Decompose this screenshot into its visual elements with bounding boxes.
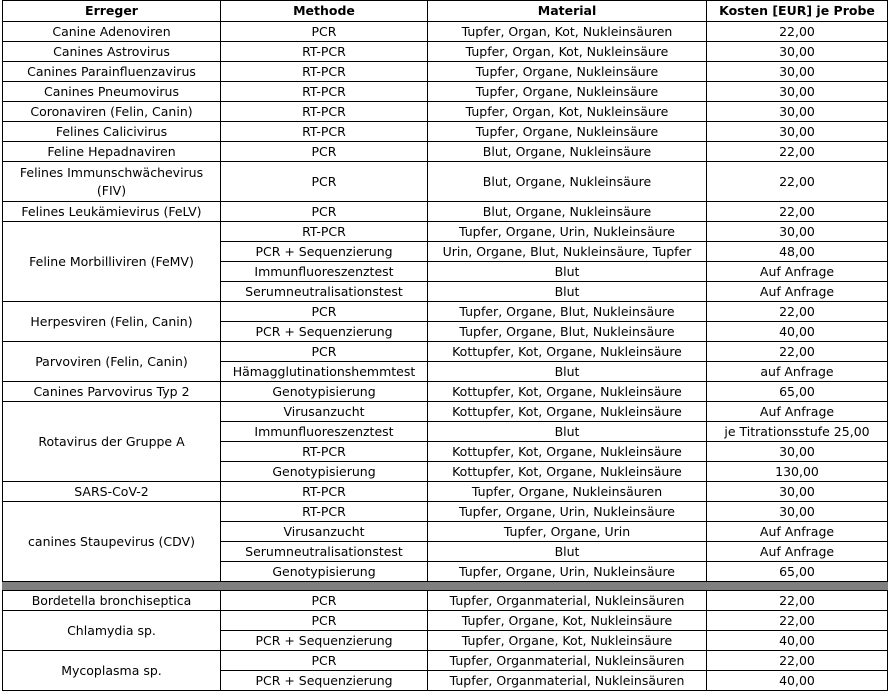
table-row <box>3 611 888 631</box>
cell-erreger: Felines Leukämievirus (FeLV) <box>3 202 221 222</box>
cell-material: Tupfer, Organe, Urin, Nukleinsäure <box>428 222 707 242</box>
cell-material: Tupfer, Organe, Nukleinsäure <box>428 82 707 102</box>
cell-erreger: canines Staupevirus (CDV) <box>3 502 221 582</box>
cell-erreger: Canines Parainfluenzavirus <box>3 62 221 82</box>
header-erreger: Erreger <box>3 1 221 22</box>
cell-kosten: 130,00 <box>707 462 888 482</box>
table-row <box>3 122 888 142</box>
cell-methode: RT-PCR <box>221 42 428 62</box>
cell-erreger: Mycoplasma sp. <box>3 651 221 691</box>
table-row <box>3 62 888 82</box>
cell-kosten: 22,00 <box>707 302 888 322</box>
cell-kosten: 22,00 <box>707 591 888 611</box>
cell-material: Kottupfer, Kot, Organe, Nukleinsäure <box>428 342 707 362</box>
cell-methode: Immunfluoreszenztest <box>221 422 428 442</box>
cell-erreger: Felines Calicivirus <box>3 122 221 142</box>
cell-erreger: Canine Adenoviren <box>3 22 221 42</box>
cell-methode: PCR <box>221 651 428 671</box>
table-row <box>3 302 888 322</box>
cell-erreger: Canines Pneumovirus <box>3 82 221 102</box>
cell-methode: RT-PCR <box>221 222 428 242</box>
cell-methode: PCR <box>221 22 428 42</box>
cell-material: Tupfer, Organ, Kot, Nukleinsäure <box>428 102 707 122</box>
pathogen-price-table <box>2 0 888 691</box>
cell-erreger: Bordetella bronchiseptica <box>3 591 221 611</box>
cell-methode: PCR <box>221 342 428 362</box>
cell-material: Tupfer, Organe, Urin, Nukleinsäure <box>428 562 707 582</box>
cell-material: Blut <box>428 282 707 302</box>
cell-kosten: 40,00 <box>707 631 888 651</box>
table-row <box>3 102 888 122</box>
cell-kosten: 40,00 <box>707 322 888 342</box>
cell-erreger: Rotavirus der Gruppe A <box>3 402 221 482</box>
cell-material: Tupfer, Organe, Kot, Nukleinsäure <box>428 611 707 631</box>
cell-kosten: je Titrationsstufe 25,00 <box>707 422 888 442</box>
cell-kosten: Auf Anfrage <box>707 522 888 542</box>
table-row <box>3 202 888 222</box>
cell-methode: Virusanzucht <box>221 522 428 542</box>
table-row <box>3 591 888 611</box>
table-row <box>3 342 888 362</box>
cell-material: Tupfer, Organmaterial, Nukleinsäuren <box>428 671 707 691</box>
table-row <box>3 162 888 202</box>
cell-erreger: Feline Morbilliviren (FeMV) <box>3 222 221 302</box>
cell-methode: RT-PCR <box>221 82 428 102</box>
cell-methode: Genotypisierung <box>221 462 428 482</box>
cell-methode: PCR <box>221 302 428 322</box>
table-row <box>3 402 888 422</box>
cell-kosten: 65,00 <box>707 382 888 402</box>
cell-material: Urin, Organe, Blut, Nukleinsäure, Tupfer <box>428 242 707 262</box>
cell-material: Tupfer, Organ, Kot, Nukleinsäuren <box>428 22 707 42</box>
cell-methode: PCR <box>221 142 428 162</box>
cell-methode: RT-PCR <box>221 62 428 82</box>
cell-methode: PCR + Sequenzierung <box>221 322 428 342</box>
cell-kosten: 65,00 <box>707 562 888 582</box>
table-row <box>3 222 888 242</box>
cell-material: Tupfer, Organe, Blut, Nukleinsäure <box>428 322 707 342</box>
cell-methode: Hämagglutinationshemmtest <box>221 362 428 382</box>
cell-material: Tupfer, Organe, Blut, Nukleinsäure <box>428 302 707 322</box>
cell-kosten: 22,00 <box>707 651 888 671</box>
cell-methode: Serumneutralisationstest <box>221 542 428 562</box>
cell-methode: RT-PCR <box>221 102 428 122</box>
cell-kosten: 30,00 <box>707 442 888 462</box>
cell-methode: RT-PCR <box>221 442 428 462</box>
cell-material: Kottupfer, Kot, Organe, Nukleinsäure <box>428 402 707 422</box>
header-methode: Methode <box>221 1 428 22</box>
cell-methode: PCR <box>221 162 428 202</box>
cell-kosten: auf Anfrage <box>707 362 888 382</box>
cell-kosten: 30,00 <box>707 502 888 522</box>
cell-kosten: 30,00 <box>707 82 888 102</box>
cell-kosten: Auf Anfrage <box>707 262 888 282</box>
cell-material: Tupfer, Organe, Nukleinsäuren <box>428 482 707 502</box>
cell-methode: PCR + Sequenzierung <box>221 671 428 691</box>
cell-material: Blut, Organe, Nukleinsäure <box>428 162 707 202</box>
cell-erreger: Felines Immunschwächevirus (FIV) <box>3 162 221 202</box>
cell-kosten: 22,00 <box>707 611 888 631</box>
cell-material: Tupfer, Organe, Nukleinsäure <box>428 122 707 142</box>
cell-methode: RT-PCR <box>221 122 428 142</box>
cell-material: Tupfer, Organmaterial, Nukleinsäuren <box>428 651 707 671</box>
cell-methode: PCR <box>221 611 428 631</box>
cell-material: Blut <box>428 542 707 562</box>
cell-kosten: Auf Anfrage <box>707 542 888 562</box>
header-row <box>3 1 888 22</box>
separator-bar <box>3 582 888 591</box>
header-kosten: Kosten [EUR] je Probe <box>707 1 888 22</box>
cell-kosten: 22,00 <box>707 22 888 42</box>
cell-methode: Genotypisierung <box>221 562 428 582</box>
cell-methode: Virusanzucht <box>221 402 428 422</box>
cell-kosten: 30,00 <box>707 62 888 82</box>
table-row <box>3 502 888 522</box>
cell-material: Tupfer, Organmaterial, Nukleinsäuren <box>428 591 707 611</box>
cell-erreger: Herpesviren (Felin, Canin) <box>3 302 221 342</box>
cell-kosten: 22,00 <box>707 342 888 362</box>
cell-erreger: Canines Parvovirus Typ 2 <box>3 382 221 402</box>
cell-kosten: 30,00 <box>707 42 888 62</box>
cell-kosten: 22,00 <box>707 142 888 162</box>
table-row <box>3 82 888 102</box>
table-row <box>3 382 888 402</box>
header-material: Material <box>428 1 707 22</box>
cell-methode: PCR + Sequenzierung <box>221 631 428 651</box>
cell-erreger: Parvoviren (Felin, Canin) <box>3 342 221 382</box>
table-row <box>3 142 888 162</box>
cell-material: Tupfer, Organe, Nukleinsäure <box>428 62 707 82</box>
cell-kosten: 30,00 <box>707 222 888 242</box>
cell-erreger: SARS-CoV-2 <box>3 482 221 502</box>
cell-kosten: 22,00 <box>707 202 888 222</box>
cell-material: Tupfer, Organe, Urin <box>428 522 707 542</box>
cell-material: Blut <box>428 422 707 442</box>
cell-methode: PCR <box>221 202 428 222</box>
cell-methode: Genotypisierung <box>221 382 428 402</box>
cell-kosten: Auf Anfrage <box>707 282 888 302</box>
cell-kosten: 40,00 <box>707 671 888 691</box>
cell-methode: RT-PCR <box>221 482 428 502</box>
cell-material: Tupfer, Organ, Kot, Nukleinsäure <box>428 42 707 62</box>
table-row <box>3 42 888 62</box>
cell-methode: PCR <box>221 591 428 611</box>
cell-methode: Serumneutralisationstest <box>221 282 428 302</box>
cell-material: Tupfer, Organe, Kot, Nukleinsäure <box>428 631 707 651</box>
cell-material: Blut, Organe, Nukleinsäure <box>428 142 707 162</box>
cell-kosten: 30,00 <box>707 482 888 502</box>
cell-methode: RT-PCR <box>221 502 428 522</box>
table-row <box>3 651 888 671</box>
cell-kosten: 30,00 <box>707 102 888 122</box>
cell-material: Blut <box>428 262 707 282</box>
cell-erreger: Feline Hepadnaviren <box>3 142 221 162</box>
cell-material: Blut, Organe, Nukleinsäure <box>428 202 707 222</box>
cell-kosten: 48,00 <box>707 242 888 262</box>
cell-material: Kottupfer, Kot, Organe, Nukleinsäure <box>428 442 707 462</box>
cell-kosten: 30,00 <box>707 122 888 142</box>
cell-kosten: 22,00 <box>707 162 888 202</box>
cell-material: Blut <box>428 362 707 382</box>
section-separator <box>3 582 888 591</box>
cell-material: Tupfer, Organe, Urin, Nukleinsäure <box>428 502 707 522</box>
cell-erreger: Canines Astrovirus <box>3 42 221 62</box>
table-row <box>3 482 888 502</box>
cell-methode: Immunfluoreszenztest <box>221 262 428 282</box>
cell-material: Kottupfer, Kot, Organe, Nukleinsäure <box>428 462 707 482</box>
cell-material: Kottupfer, Kot, Organe, Nukleinsäure <box>428 382 707 402</box>
cell-erreger: Coronaviren (Felin, Canin) <box>3 102 221 122</box>
table-row <box>3 22 888 42</box>
cell-methode: PCR + Sequenzierung <box>221 242 428 262</box>
cell-erreger: Chlamydia sp. <box>3 611 221 651</box>
cell-kosten: Auf Anfrage <box>707 402 888 422</box>
